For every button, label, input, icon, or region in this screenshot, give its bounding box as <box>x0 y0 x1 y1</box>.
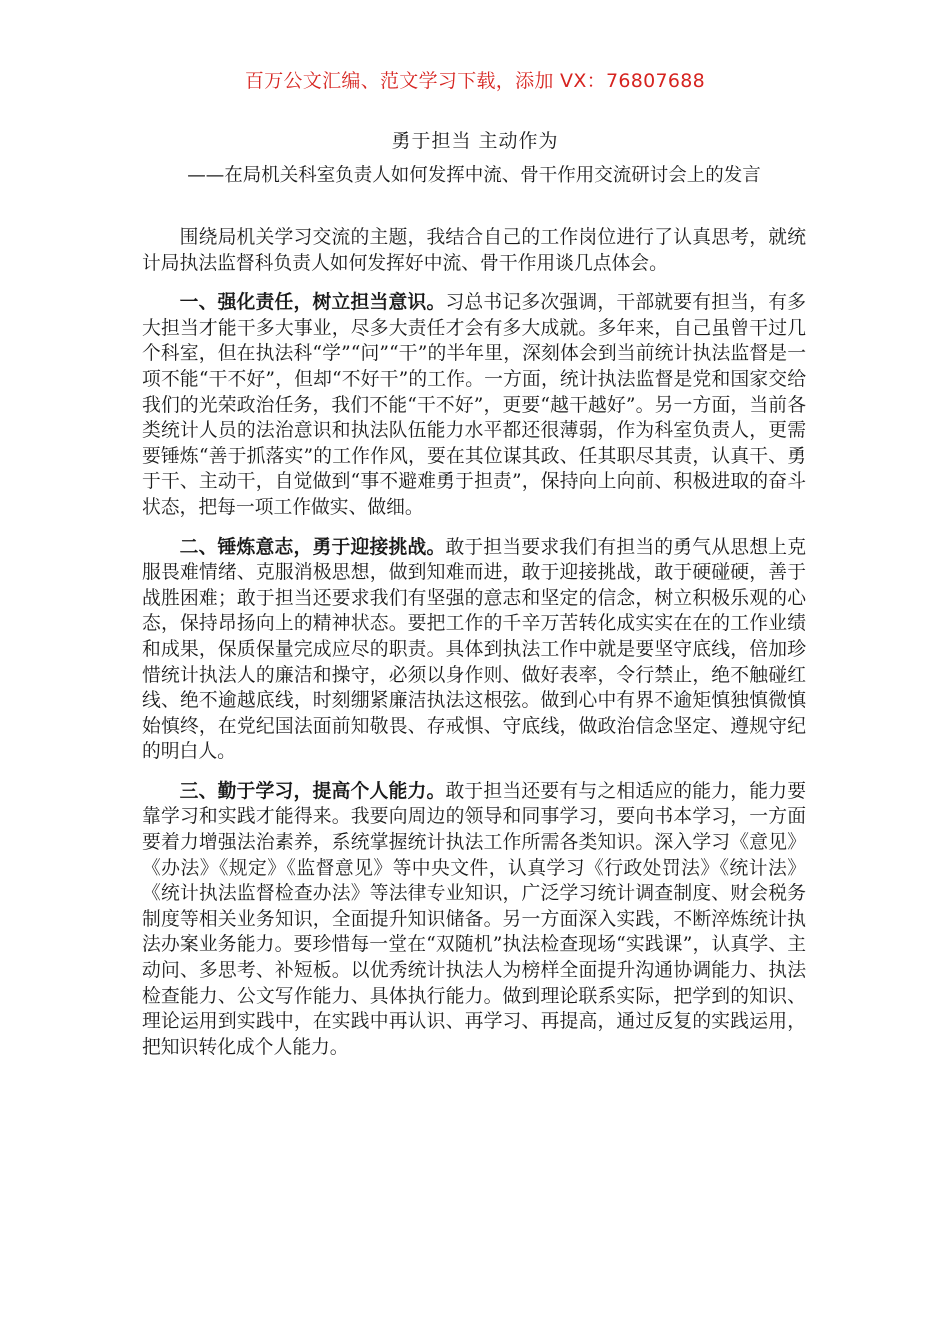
section-text: 习总书记多次强调，干部就要有担当，有多大担当才能干多大事业，尽多大责任才会有多大成就。多年来，自己虽曾干过几个科室，但在执法科“学”“问”“干”的半年里，深刻体会到当前统计执法监督是一项不能“干不好”，但却“不好干”的工作。一方面，统计执法监督是党和国家交给我们的光荣政治任务，我们不能“干不好”，更要“越干越好”。另一方面，当前各类统计人员的法治意识和执法队伍能力水平都还很薄弱，作为科室负责人，更需要锤炼“善于抓落实”的工作作风，要在其位谋其政、任其职尽其责，认真干、勇于干、主动干，自觉做到“事不避难勇于担责”，保持向上向前、积极进取的奋斗状态，把每一项工作做实、做细。 <box>142 292 807 518</box>
intro-paragraph: 围绕局机关学习交流的主题，我结合自己的工作岗位进行了认真思考，就统计局执法监督科负责人如何发挥好中流、骨干作用谈几点体会。 <box>142 227 806 274</box>
section-paragraph <box>142 290 806 520</box>
document-body <box>142 225 806 1074</box>
page-title: 勇于担当 主动作为 <box>391 130 559 152</box>
section-heading: 三、勤于学习，提高个人能力。 <box>179 779 446 802</box>
page-subtitle: ——在局机关科室负责人如何发挥中流、骨干作用交流研讨会上的发言 <box>187 165 761 186</box>
section-paragraph <box>142 779 806 1061</box>
section-text: 敢于担当还要有与之相适应的能力，能力要靠学习和实践才能得来。我要向周边的领导和同事学习，要向书本学习，一方面要着力增强法治素养，系统掌握统计执法工作所需各类知识。深入学习《意见》《办法》《规定》《监督意见》等中央文件，认真学习《行政处罚法》《统计法》《统计执法监督检查办法》等法律专业知识，广泛学习统计调查制度、财会税务制度等相关业务知识，全面提升知识储备。另一方面深入实践，不断淬炼统计执法办案业务能力。要珍惜每一堂在“双随机”执法检查现场“实践课”，认真学、主动问、多思考、补短板。以优秀统计执法人为榜样全面提升沟通协调能力、执法检查能力、公文写作能力、具体执行能力。做到理论联系实际，把学到的知识、理论运用到实践中，在实践中再认识、再学习、再提高，通过反复的实践运用，把知识转化成个人能力。 <box>142 780 807 1058</box>
section-heading: 一、强化责任，树立担当意识。 <box>179 291 446 314</box>
section-paragraph <box>142 535 806 765</box>
section-heading: 二、锤炼意志，勇于迎接挑战。 <box>179 535 446 558</box>
watermark-banner: 百万公文汇编、范文学习下载，添加 VX：76807688 <box>244 70 706 92</box>
section-text: 敢于担当要求我们有担当的勇气从思想上克服畏难情绪、克服消极思想，做到知难而进，敢于迎接挑战，敢于硬碰硬，善于战胜困难；敢于担当还要求我们有坚强的意志和坚定的信念，树立积极乐观的心态，保持昂扬向上的精神状态。要把工作的千辛万苦转化成实实在在的工作业绩和成果，保质保量完成应尽的职责。具体到执法工作中就是要坚守底线，倍加珍惜统计执法人的廉洁和操守，必须以身作则、做好表率，令行禁止，绝不触碰红线、绝不逾越底线，时刻绷紧廉洁执法这根弦。做到心中有界不逾矩慎独慎微慎始慎终，在党纪国法面前知敬畏、存戒惧、守底线，做政治信念坚定、遵规守纪的明白人。 <box>142 536 807 763</box>
